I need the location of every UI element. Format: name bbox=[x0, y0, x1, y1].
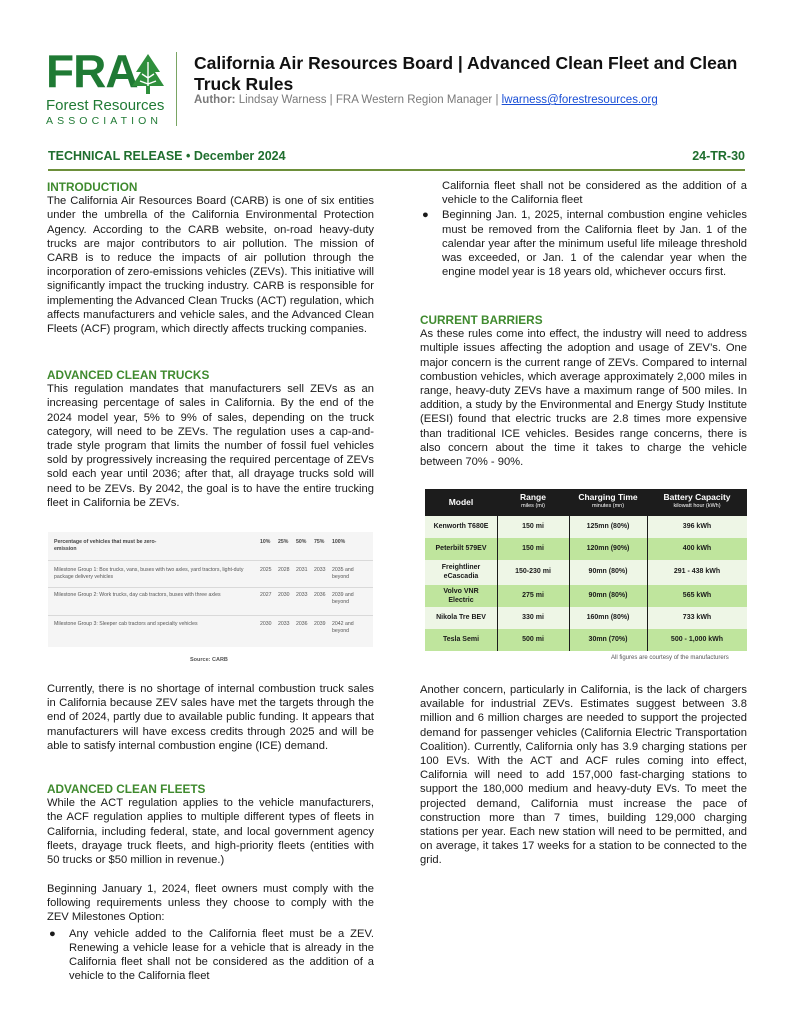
barriers-heading: CURRENT BARRIERS bbox=[420, 313, 543, 327]
milestone-year: 2030 bbox=[278, 592, 290, 598]
acf-heading: ADVANCED CLEAN FLEETS bbox=[47, 782, 206, 796]
currently-section bbox=[47, 682, 374, 753]
milestone-table bbox=[48, 532, 373, 647]
header-model bbox=[425, 497, 497, 507]
truck-table-header bbox=[425, 489, 747, 516]
truck-model: Kenworth T680E bbox=[433, 523, 489, 530]
table-row bbox=[425, 560, 747, 585]
fra-logo bbox=[44, 45, 172, 134]
truck-charge: 90mn (80%) bbox=[588, 592, 628, 599]
truck-charge: 125mn (80%) bbox=[586, 523, 630, 530]
bullet-1-text: Any vehicle added to the California fleet must be a ZEV. Renewing a vehicle lease for a vehicle that is already in the California fleet shall not be considered as the addition of a vehicle to the California fleet bbox=[69, 927, 374, 983]
intro-text: The California Air Resources Board (CARB) is one of six entities under the umbrella of the California Environmental Protection Agency. According to the CARB website, on-road heavy-duty trucks are major contributors to air pollution. The mission of CARB is to reduce the impacts of air pollution through the incorporation of zero-emissions vehicles (ZEVs). This initiative will significantly impact the trucking industry. CARB is responsible for implementing the Advanced Clean Trucks (ACT) regulation, which affects manufacturers and vehicle sales, and the Advanced Clean Fleets (ACF) program, which directly affects trucking companies. bbox=[47, 195, 374, 336]
beginning-text: Beginning January 1, 2024, fleet owners must comply with the following requirements unless they choose to comply with the ZEV Milestones Option: bbox=[47, 883, 374, 924]
milestone-year: 2033 bbox=[278, 621, 290, 627]
milestone-year: 2033 bbox=[314, 567, 326, 573]
milestone-year: 2028 bbox=[278, 567, 290, 573]
milestone-year: 2033 bbox=[296, 592, 308, 598]
acf-text: While the ACT regulation applies to the vehicle manufacturers, the ACF regulation applies to multiple different types of fleets in California, including federal, state, and local government agency fleets, drayage truck fleets, and high-priority fleets (entities with 50 trucks or $50 million in revenue.) bbox=[47, 797, 374, 867]
table-row bbox=[425, 607, 747, 629]
logo-line1: Forest Resources bbox=[46, 97, 165, 114]
column-divider bbox=[497, 516, 498, 651]
header-sub: kilowatt hour (kWh) bbox=[673, 503, 721, 509]
header-rule bbox=[48, 169, 745, 171]
table-row bbox=[425, 629, 747, 651]
truck-range: 150 mi bbox=[522, 523, 544, 530]
currently-text: Currently, there is no shortage of internal combustion truck sales in California because ZEV sales have met the targets through the end of 2024, partly due to available public funding. It appears that manufacturers will have excess credits through 2025 and will be able to satisfy internal combustion engine (ICE) demand. bbox=[47, 683, 374, 752]
table-row bbox=[425, 585, 747, 607]
truck-range: 275 mi bbox=[522, 592, 544, 599]
bullet-item-1 bbox=[47, 927, 374, 983]
milestone-year: 2042 and beyond bbox=[332, 621, 354, 634]
author-label: Author: bbox=[194, 94, 236, 106]
column-divider bbox=[569, 516, 570, 651]
header-title: Model bbox=[448, 497, 474, 507]
header-sub: miles (mi) bbox=[521, 503, 545, 509]
another-section bbox=[420, 683, 747, 868]
milestone-year: 2027 bbox=[260, 592, 272, 598]
barriers-section bbox=[420, 313, 747, 469]
milestone-header-label: Percentage of vehicles that must be zero-emission bbox=[54, 539, 157, 552]
release-label: TECHNICAL RELEASE • December 2024 bbox=[48, 149, 286, 163]
pct-100: 100% bbox=[332, 539, 346, 545]
milestone-year: 2039 and beyond bbox=[332, 592, 354, 605]
milestone-year: 2025 bbox=[260, 567, 272, 573]
truck-model: Volvo VNR Electric bbox=[443, 588, 479, 604]
milestone-divider bbox=[48, 587, 373, 588]
header-title: Battery Capacity bbox=[663, 492, 731, 502]
milestone-year: 2036 bbox=[314, 592, 326, 598]
truck-model: Tesla Semi bbox=[442, 636, 480, 643]
milestone-year: 2036 bbox=[296, 621, 308, 627]
table-row bbox=[425, 538, 747, 560]
truck-model: Freightliner eCascadia bbox=[441, 564, 481, 580]
truck-comparison-table bbox=[425, 489, 747, 651]
milestone-label: Milestone Group 2: Work trucks, day cab tractors, buses with three axles bbox=[54, 592, 221, 598]
logo-line2: ASSOCIATION bbox=[46, 115, 163, 127]
truck-battery: 565 kWh bbox=[682, 592, 712, 599]
column-divider bbox=[647, 516, 648, 651]
author-line bbox=[194, 94, 658, 106]
header-sub: minutes (mn) bbox=[591, 503, 625, 509]
truck-charge: 120mn (90%) bbox=[586, 545, 630, 552]
barriers-text: As these rules come into effect, the industry will need to address multiple issues affecting the adoption and usage of ZEV’s. One major concern is the current range of ZEVs. Compared to internal combustion vehicles, which average approximately 2,000 miles in range, heavy-duty ZEVs have a maximum range of 500 miles. In addition, a study by the Environmental and Energy Study Institute (EESI) found that electric trucks are 2.8 times more expensive than traditional ICE vehicles. Besides range concerns, there is also concern about the time it takes to charge the vehicle between 70% - 90%. bbox=[420, 328, 747, 469]
author-email-link[interactable]: lwarness@forestresources.org bbox=[501, 94, 658, 106]
truck-model: Peterbilt 579EV bbox=[435, 545, 487, 552]
truck-charge: 160mn (80%) bbox=[586, 614, 630, 621]
truck-range: 500 mi bbox=[522, 636, 544, 643]
bullet-item-1-cont bbox=[420, 179, 747, 207]
header-title: Range bbox=[520, 492, 546, 502]
truck-battery: 396 kWh bbox=[682, 523, 712, 530]
truck-range: 330 mi bbox=[522, 614, 544, 621]
milestone-year: 2030 bbox=[260, 621, 272, 627]
another-text: Another concern, particularly in California, is the lack of chargers available for industrial ZEVs. Estimates suggest between 3.8 million and 6 million charges are needed to support the projected demand for passenger vehicles (California Electric Transportation Coalition). Currently, California only has 3.9 charging stations per 100 EVs. With the ACT and ACF rules coming into effect, California will need to add 157,000 fast-charging stations to support the 180,000 medium and heavy-duty EVs. To meet the projected demand, California must increase the pace of construction more than 7 times, building 129,000 charging stations per year. Each new station will need to be permitted, and on average, it takes 17 weeks for a station to be connected to the grid. bbox=[420, 684, 747, 867]
pct-25: 25% bbox=[278, 539, 289, 545]
header-charging bbox=[569, 492, 647, 511]
act-heading: ADVANCED CLEAN TRUCKS bbox=[47, 368, 210, 382]
beginning-section bbox=[47, 882, 374, 983]
release-number: 24-TR-30 bbox=[692, 149, 745, 163]
bullet-item-2 bbox=[420, 208, 747, 279]
header-battery bbox=[647, 492, 747, 511]
acf-section bbox=[47, 782, 374, 867]
table-row bbox=[425, 516, 747, 538]
truck-battery: 500 - 1,000 kWh bbox=[670, 636, 724, 643]
milestone-divider bbox=[48, 560, 373, 561]
act-section bbox=[47, 368, 374, 510]
author-text: Lindsay Warness | FRA Western Region Manager | bbox=[235, 94, 502, 106]
bullet-dot-icon: ● bbox=[422, 209, 429, 222]
milestone-source: Source: CARB bbox=[190, 657, 228, 663]
truck-battery: 733 kWh bbox=[682, 614, 712, 621]
milestone-year: 2039 bbox=[314, 621, 326, 627]
truck-battery: 291 - 438 kWh bbox=[673, 568, 721, 575]
header-range bbox=[497, 492, 569, 511]
truck-charge: 30mn (70%) bbox=[588, 636, 628, 643]
pct-10: 10% bbox=[260, 539, 271, 545]
intro-section bbox=[47, 180, 374, 336]
logo-text: FRA bbox=[46, 45, 138, 97]
bullet-continuation bbox=[420, 179, 747, 279]
truck-charge: 90mn (80%) bbox=[588, 568, 628, 575]
truck-table-courtesy: All figures are courtesy of the manufacturers bbox=[611, 655, 729, 661]
page-title: California Air Resources Board | Advanced Clean Fleet and Clean Truck Rules bbox=[194, 53, 738, 94]
milestone-year: 2031 bbox=[296, 567, 308, 573]
bullet-1-cont-text: California fleet shall not be considered as the addition of a vehicle to the California fleet bbox=[442, 180, 747, 207]
truck-range: 150-230 mi bbox=[515, 568, 551, 575]
truck-model: Nikola Tre BEV bbox=[436, 614, 486, 621]
milestone-divider bbox=[48, 615, 373, 616]
bullet-2-text: Beginning Jan. 1, 2025, internal combustion engine vehicles must be removed from the California fleet by Jan. 1 of the calendar year after the minimum useful life mileage threshold was exceeded, or Jan. 1 of the calendar year when the engine model year is 18 years old, whichever occurs first. bbox=[442, 209, 747, 279]
header-divider bbox=[176, 52, 177, 126]
milestone-year: 2035 and beyond bbox=[332, 567, 354, 580]
pct-75: 75% bbox=[314, 539, 325, 545]
truck-battery: 400 kWh bbox=[682, 545, 712, 552]
tree-icon bbox=[128, 52, 168, 96]
truck-range: 150 mi bbox=[522, 545, 544, 552]
bullet-dot-icon: ● bbox=[49, 927, 56, 940]
intro-heading: INTRODUCTION bbox=[47, 180, 138, 194]
act-text: This regulation mandates that manufacturers sell ZEVs as an increasing percentage of sales in California. By the end of the 2024 model year, 5% to 9% of sales, depending on the truck category, will need to be ZEVs. The regulation uses a cap-and-trade style program that limits the number of fossil fuel vehicles sold by progressively increasing the required percentage of ZEVs sold each year until 2036; after that, all drayage trucks sold will need to be ZEVs. By 2042, the goal is to have the entire trucking fleet in California be ZEVs. bbox=[47, 383, 374, 509]
milestone-label: Milestone Group 3: Sleeper cab tractors and specialty vehicles bbox=[54, 621, 198, 627]
header-title: Charging Time bbox=[578, 492, 638, 502]
milestone-label: Milestone Group 1: Box trucks, vans, buses with two axles, yard tractors, light-duty package delivery vehicles bbox=[54, 567, 244, 580]
pct-50: 50% bbox=[296, 539, 307, 545]
